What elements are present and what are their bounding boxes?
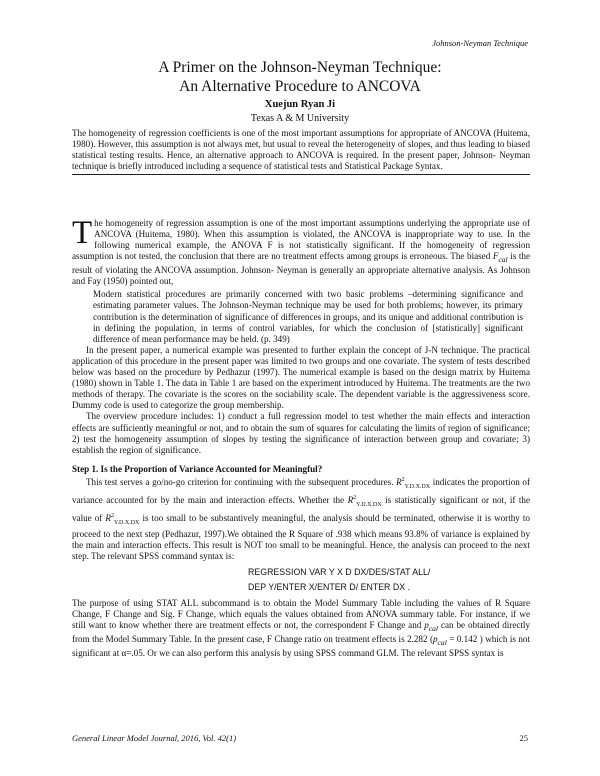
step1-text-a: This test serves a go/no-go criterion for continuing with the subsequent procedures.	[86, 476, 397, 487]
spss-code-line-2: DEP Y/ENTER X/ENTER D/ ENTER DX .	[248, 582, 410, 593]
r2-sup-2: 2	[353, 494, 357, 501]
r2-symbol-2: R	[347, 494, 354, 505]
r2-sub-1: Y.D.X.DX	[404, 483, 431, 490]
intro-text-b: is the result of violating the ANCOVA assumption. Johnson- Neyman is generally an appropriate alternative analysis. As Johnson and Fay (1950) pointed out,	[72, 251, 530, 287]
paragraph-overview: The overview procedure includes: 1) conduct a full regression model to test whether the main effects and interaction effects are sufficiently meaningful or not, and to obtain the sum of squares for calculating the limits of region of significance; 2) test the homogeneity assumption of slopes by testing the significance of interaction between group and covariate; 3) establish the region of significance.	[72, 411, 530, 455]
stat-text-c: = 0.142 ) which is not significant at α=.05. Or we can also perform this analysis by using SPSS command GLM. The relevant SPSS syntax is	[72, 634, 530, 658]
p-subscript-1: cal	[428, 623, 439, 633]
article-body	[72, 215, 530, 659]
stat-text-b: can be obtained directly from the Model Summary Table. In the present case, F Change ratio on treatment effects is 2.282 (	[72, 620, 530, 645]
title-line-1: A Primer on the Johnson-Neyman Technique:	[158, 59, 442, 76]
stat-all-paragraph	[72, 598, 530, 659]
r2-sup-1: 2	[401, 476, 405, 483]
p-symbol-1: p	[424, 620, 429, 631]
f-subscript: cal	[498, 255, 508, 265]
step1-paragraph	[72, 475, 530, 562]
r2-sub-2: Y.D.X.DX	[356, 501, 382, 508]
p-symbol-2: p	[433, 634, 438, 645]
step1-text-d: is too small to be substantively meaningful, the analysis should be terminated, otherwise it is worthy to proceed to the next step (Pedhazur, 1997).We obtained the R Square of .938 which means 93.8% of variance is explained by the main and interaction effects. This result is NOT too small to be meaningful. Hence, the analysis can proceed to the next step. The relevant SPSS command syntax is:	[72, 512, 530, 561]
author-name: Xuejun Ryan Ji	[264, 99, 336, 110]
p-subscript-2: cal	[437, 637, 447, 647]
page-number: 25	[519, 733, 528, 743]
paragraph-example: In the present paper, a numerical example was presented to further explain the concept of J-N technique. The practical application of this procedure in the present paper was limited to two groups and one covariate. The system of tests described below was based on the procedure by Pedhazur (1997). The numerical example is based on the design matrix by Huitema (1980) shown in Table 1. The data in Table 1 are based on the experiment introduced by Huitema. The treatments are the two methods of therapy. The covariate is the scores on the sociability scale. The dependent variable is the aggressiveness score. Dummy code is used to categorize the group membership.	[72, 344, 530, 411]
intro-paragraph	[72, 215, 530, 287]
r2-sup-3: 2	[110, 512, 114, 519]
author-affiliation: Texas A & M University	[250, 113, 350, 124]
step1-text-b: indicates the proportion of variance accounted for by the main and interaction effects. Whether the	[72, 476, 530, 505]
paper-title	[0, 58, 600, 96]
running-head: Johnson-Neyman Technique	[432, 38, 528, 48]
step1-heading: Step 1. Is the Proportion of Variance Accounted for Meaningful?	[72, 463, 323, 474]
r2-symbol-3: R	[105, 512, 111, 523]
r2-symbol-1: R	[396, 476, 402, 487]
step1-text-c: is statistically significant or not, if the value of	[72, 494, 530, 523]
intro-text-a: he homogeneity of regression assumption is one of the most important assumptions underlying the appropriate use of ANCOVA (Huitema, 1980). When this assumption is violated, the ANCOVA is inappropriate way to use. In the following numerical example, the ANOVA F is not statistically significant. If the homogeneity of regression assumption is not tested, the conclusion that there are no treatment effects among groups is erroneous. The biased	[72, 218, 530, 262]
footer-journal: General Linear Model Journal, 2016, Vol. 42(1)	[72, 733, 237, 743]
title-line-2: An Alternative Procedure to ANCOVA	[179, 78, 421, 95]
spss-code-line-1: REGRESSION VAR Y X D DX/DES/STAT ALL/	[248, 566, 431, 577]
drop-cap: T	[72, 215, 93, 251]
f-symbol: F	[492, 251, 499, 262]
r2-sub-3: Y.D.X.DX	[113, 519, 140, 526]
block-quote: Modern statistical procedures are primarily concerned with two basic problems –determining significance and estimating parameter values. The Johnson-Neyman technique may be used for both problems; however, its primary contribution is the determination of significance of differences in groups, and its unique and additional contribution is in defining the population, in terms of control variables, for which the conclusion of [statistically] significant difference of mean performance may be held. (p. 349)	[93, 289, 523, 344]
abstract: The homogeneity of regression coefficients is one of the most important assumptions for appropriate of ANCOVA (Huitema, 1980). However, this assumption is not always met, but usual to reveal the heterogeneity of slopes, and thus leading to biased statistical testing results. Hence, an alternative approach to ANCOVA is required. In the present paper, Johnson- Neyman technique is briefly introduced including a sequence of statistical tests and Statistical Package Syntax.	[72, 128, 530, 175]
stat-text-a: The purpose of using STAT ALL subcommand is to obtain the Model Summary Table including the values of R Square Change, F Change and Sig. F Change, which equals the values obtained from ANOVA summary table. For instance, if we still want to know whether there are treatment effects or not, the correspondent F Change and	[72, 597, 530, 631]
